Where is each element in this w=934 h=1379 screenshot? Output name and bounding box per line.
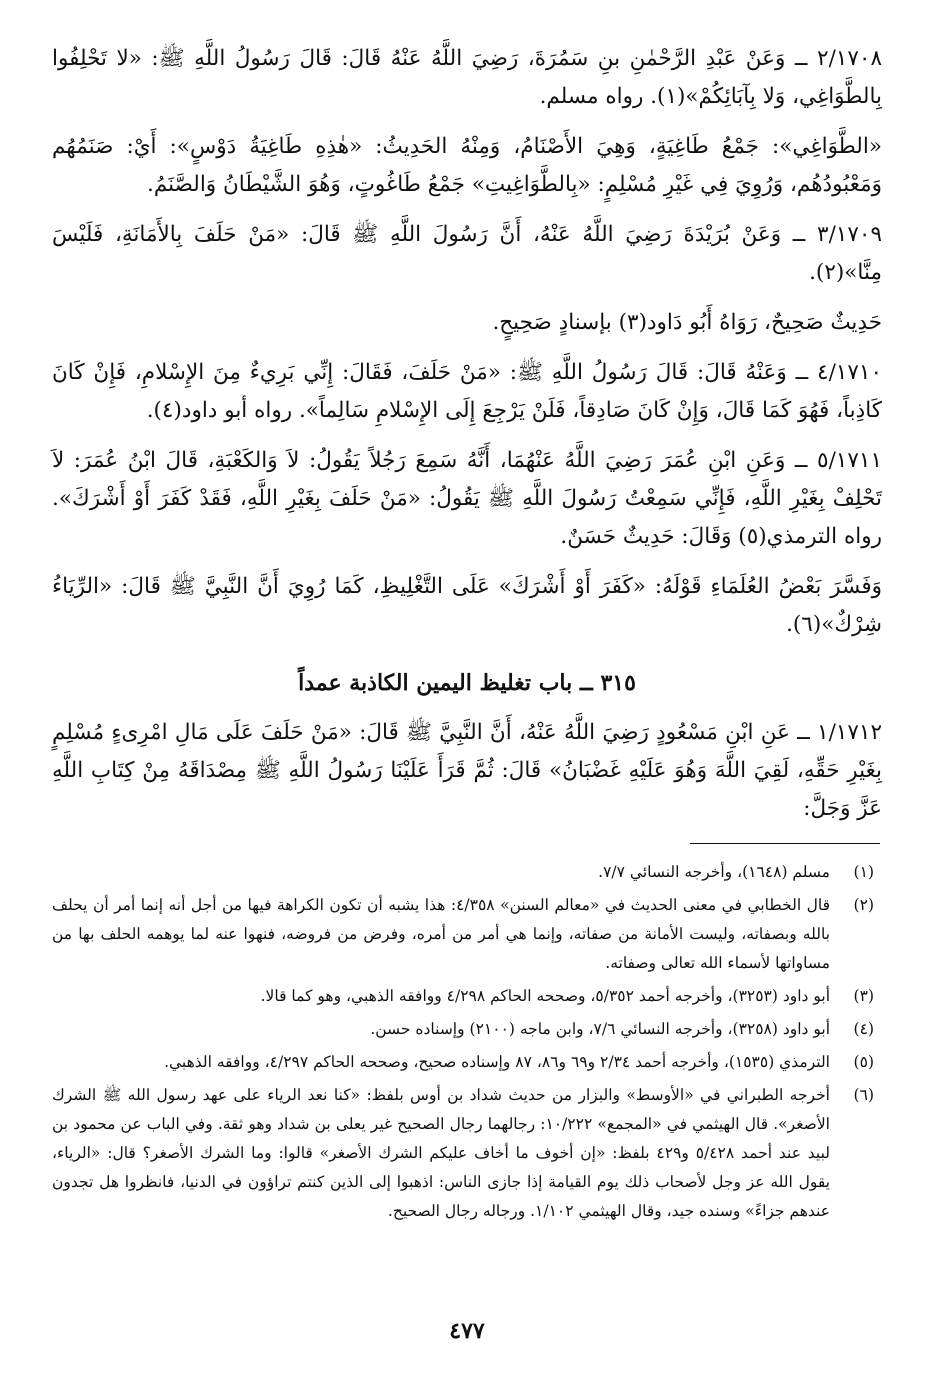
hadith-1709: ٣/١٧٠٩ ــ وَعَنْ بُرَيْدَةَ رَضِيَ اللَّهُ عَنْهُ، أَنَّ رَسُولَ اللَّهِ ﷺ قَالَ: «مَنْ حَلَفَ بِالأَمَانَةِ، فَلَيْسَ مِنَّا»(٢).	[52, 222, 882, 285]
footnote-number: (٣)	[853, 987, 874, 1005]
footnote-1	[52, 858, 882, 887]
footnote-number: (٤)	[853, 1020, 874, 1038]
hadith-1708: ٢/١٧٠٨ ــ وَعَنْ عَبْدِ الرَّحْمٰنِ بنِ سَمُرَةَ، رَضِيَ اللَّهُ عَنْهُ قَالَ: قَالَ رَسُولُ اللَّهِ ﷺ: «لا تَحْلِفُوا بِالطَّوَاغِي، وَلا بِآبَائِكُمْ»(١). رواه مسلم.	[52, 46, 882, 109]
footnote-text: أخرجه الطبراني في «الأوسط» والبزار من حديث شداد بن أوس بلفظ: «كنا نعد الرياء على عهد رسول الله ﷺ الشرك الأصغر». قال الهيثمي في «المجمع» ١٠/٢٢٢: رجالهما رجال الصحيح غير يعلى بن شداد وهو ثقة. وفي الباب عن محمود بن لبيد عند أحمد ٥/٤٢٨ و٤٢٩ بلفظ: «إن أخوف ما أخاف عليكم الشرك الأصغر» قالوا: وما الشرك الأصغر؟ قال: «الرياء، يقول الله عز وجل لأصحاب ذلك يوم القيامة إذا جازى الناس: اذهبوا إلى الذين كنتم تراؤون في الدنيا، فانظروا هل تجدون عندهم جزاءً» وسنده جيد، وقال الهيثمي ١/١٠٢. ورجاله رجال الصحيح.	[52, 1086, 830, 1220]
footnote-number: (٥)	[853, 1053, 874, 1071]
hadith-1712: ١/١٧١٢ ــ عَنِ ابْنِ مَسْعُودٍ رَضِيَ اللَّهُ عَنْهُ، أَنَّ النَّبِيَّ ﷺ قَالَ: «مَنْ حَلَفَ عَلَى مَالِ امْرِىءٍ مُسْلِمٍ بِغَيْرِ حَقِّهِ، لَقِيَ اللَّهَ وَهُوَ عَلَيْهِ غَضْبَانُ» قَالَ: ثُمَّ قَرَأَ عَلَيْنَا رَسُولُ اللَّهِ ﷺ مِصْدَاقَهُ مِنْ كِتَابِ اللَّهِ عَزَّ وَجَلَّ:	[52, 720, 882, 821]
footnote-text: الترمذي (١٥٣٥)، وأخرجه أحمد ٢/٣٤ و٦٩ و٨٦، ٨٧ وإسناده صحيح، وصححه الحاكم ٤/٢٩٧، ووافقه الذهبي.	[164, 1053, 830, 1071]
footnote-text: مسلم (١٦٤٨)، وأخرجه النسائي ٧/٧.	[598, 863, 830, 881]
explanation-shirk: وَفَسَّرَ بَعْضُ العُلَمَاءِ قَوْلَهُ: «كَفَرَ أَوْ أَشْرَكَ» عَلَى التَّغْلِيظِ، كَمَا رُوِيَ أَنَّ النَّبِيَّ ﷺ قَالَ: «الرِّيَاءُ شِرْكٌ»(٦).	[52, 574, 882, 637]
explanation-tawaghi: «الطَّوَاغِي»: جَمْعُ طَاغِيَةٍ، وَهِيَ الأَصْنَامُ، وَمِنْهُ الحَدِيثُ: «هٰذِهِ طَاغِيَةُ دَوْسٍ»: أَيْ: صَنَمُهُم وَمَعْبُودُهُم، وَرُوِيَ فِي غَيْرِ مُسْلِمٍ: «بِالطَّوَاغِيتِ» جَمْعُ طَاغُوتٍ، وَهُوَ الشَّيْطَانُ وَالصَّنَمُ.	[52, 134, 882, 197]
chapter-title: ٣١٥ ــ باب تغليظ اليمين الكاذبة عمداً	[298, 670, 636, 696]
footnote-6	[52, 1081, 882, 1226]
footnote-text: قال الخطابي في معنى الحديث في «معالم السنن» ٤/٣٥٨: هذا يشبه أن تكون الكراهة فيها من أجل أنه إنما أمر أن يحلف بالله وبصفاته، وليست الأمانة من صفاته، وإنما هي أمر من أمره، وفرض من فروضه، فنهوا عنه لما يوهمه الحلف بها من مساواتها لأسماء الله تعالى وصفاته.	[52, 896, 831, 972]
footnote-number: (٦)	[853, 1086, 874, 1104]
page-number: ٤٧٧	[449, 1318, 485, 1344]
footnote-divider	[690, 843, 880, 844]
footnote-4	[52, 1015, 882, 1044]
footnote-2	[52, 891, 882, 978]
footnote-3	[52, 982, 882, 1011]
main-text	[52, 40, 882, 828]
footnote-number: (١)	[853, 863, 874, 881]
hadith-1710: ٤/١٧١٠ ــ وَعَنْهُ قَالَ: قَالَ رَسُولُ اللَّهِ ﷺ: «مَنْ حَلَفَ، فَقَالَ: إِنِّي بَرِيءٌ مِنَ الإِسْلامِ، فَإِنْ كَانَ كَاذِباً، فَهُوَ كَمَا قَالَ، وَإِنْ كَانَ صَادِقاً، فَلَنْ يَرْجِعَ إِلَى الإِسْلامِ سَالِماً». رواه أبو داود(٤).	[52, 360, 882, 423]
footnote-5	[52, 1048, 882, 1077]
footnotes	[52, 858, 882, 1230]
grading-1709: حَدِيثٌ صَحِيحٌ، رَوَاهُ أَبُو دَاود(٣) بإسنادٍ صَحِيحٍ.	[492, 310, 882, 335]
footnote-text: أبو داود (٣٢٥٣)، وأخرجه أحمد ٥/٣٥٢، وصححه الحاكم ٤/٢٩٨ ووافقه الذهبي، وهو كما قالا.	[260, 987, 830, 1005]
footnote-text: أبو داود (٣٢٥٨)، وأخرجه النسائي ٧/٦، وابن ماجه (٢١٠٠) وإسناده حسن.	[370, 1020, 830, 1038]
hadith-1711: ٥/١٧١١ ــ وَعَنِ ابْنِ عُمَرَ رَضِيَ اللَّهُ عَنْهُمَا، أَنَّهُ سَمِعَ رَجُلاً يَقُولُ: لاَ وَالكَعْبَةِ، قَالَ ابْنُ عُمَرَ: لاَ تَحْلِفْ بِغَيْرِ اللَّهِ، فَإِنِّي سَمِعْتُ رَسُولَ اللَّهِ ﷺ يَقُولُ: «مَنْ حَلَفَ بِغَيْرِ اللَّهِ، فَقَدْ كَفَرَ أَوْ أَشْرَكَ». رواه الترمذي(٥) وَقَالَ: حَدِيثٌ حَسَنٌ.	[52, 448, 882, 549]
main-body	[52, 40, 882, 828]
footnote-number: (٢)	[853, 896, 874, 914]
